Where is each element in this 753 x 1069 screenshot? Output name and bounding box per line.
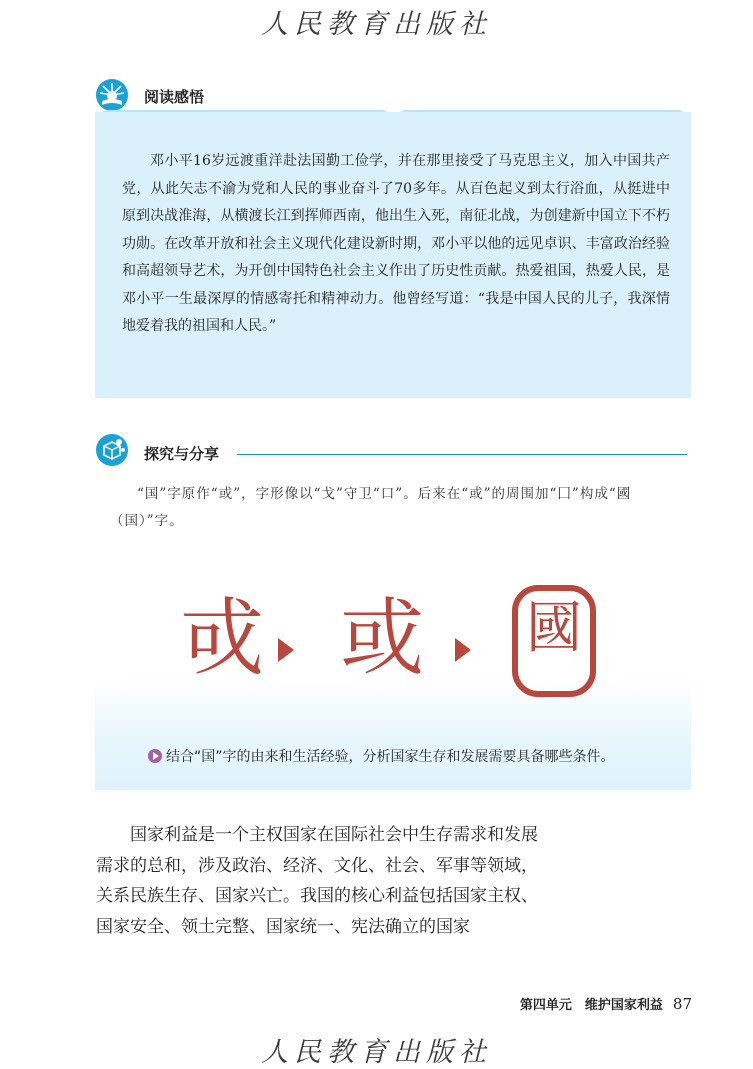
glyph-arrow-2 [455,638,471,662]
footer-unit-title: 第四单元 维护国家利益 [519,998,663,1013]
glyph-ancient-1: 戓 [180,589,265,687]
page-number: 87 [672,995,692,1013]
page-footer [500,994,692,1013]
reading-section-title: 阅读感悟 [144,88,205,106]
publisher-logo-top: 人民教育出版社 [261,9,492,40]
glyph-seal [512,585,596,697]
explore-molecule-icon [96,434,128,466]
glyph-ancient-3: 國 [526,596,582,661]
explore-question [148,746,678,766]
glyph-ancient-2: 或 [340,589,425,687]
explore-question-text: 结合“国”字的由来和生活经验，分析国家生存和发展需要具备哪些条件。 [166,749,615,765]
reading-paragraph: 邓小平16岁远渡重洋赴法国勤工俭学，并在那里接受了马克思主义，加入中国共产党，从此矢志不渝为党和人民的事业奋斗了70多年。从百色起义到太行浴血，从挺进中原到决战淮海，从横渡长江到挥师西南，他出生入死，南征北战，为创建新中国立下不朽功勋。在改革开放和社会主义现代化建设新时期，邓小平以他的远见卓识、丰富政治经验和高超领导艺术，为开创中国特色社会主义作出了历史性贡献。热爱祖国，热爱人民，是邓小平一生最深厚的情感寄托和精神动力。他曾经写道：“我是中国人民的儿子，我深情地爱着我的祖国和人民。” [122,153,670,334]
play-bullet-icon [148,749,162,763]
reading-sun-icon [96,79,128,111]
explore-paragraph: “国”字原作“或”，字形像以“戈”守卫“口”。后来在“或”的周围加“囗”构成“國（国）”字。 [110,486,632,529]
glyph-arrow-1 [278,638,294,662]
publisher-logo-bottom: 人民教育出版社 [261,1037,492,1068]
body-paragraph: 国家利益是一个主权国家在国际社会中生存需求和发展需求的总和，涉及政治、经济、文化、社会、军事等领域，关系民族生存、国家兴亡。我国的核心利益包括国家主权、国家安全、领土完整、国家统一、宪法确立的国家 [96,825,538,937]
explore-section-title: 探究与分享 [144,445,220,463]
explore-divider [237,454,687,455]
